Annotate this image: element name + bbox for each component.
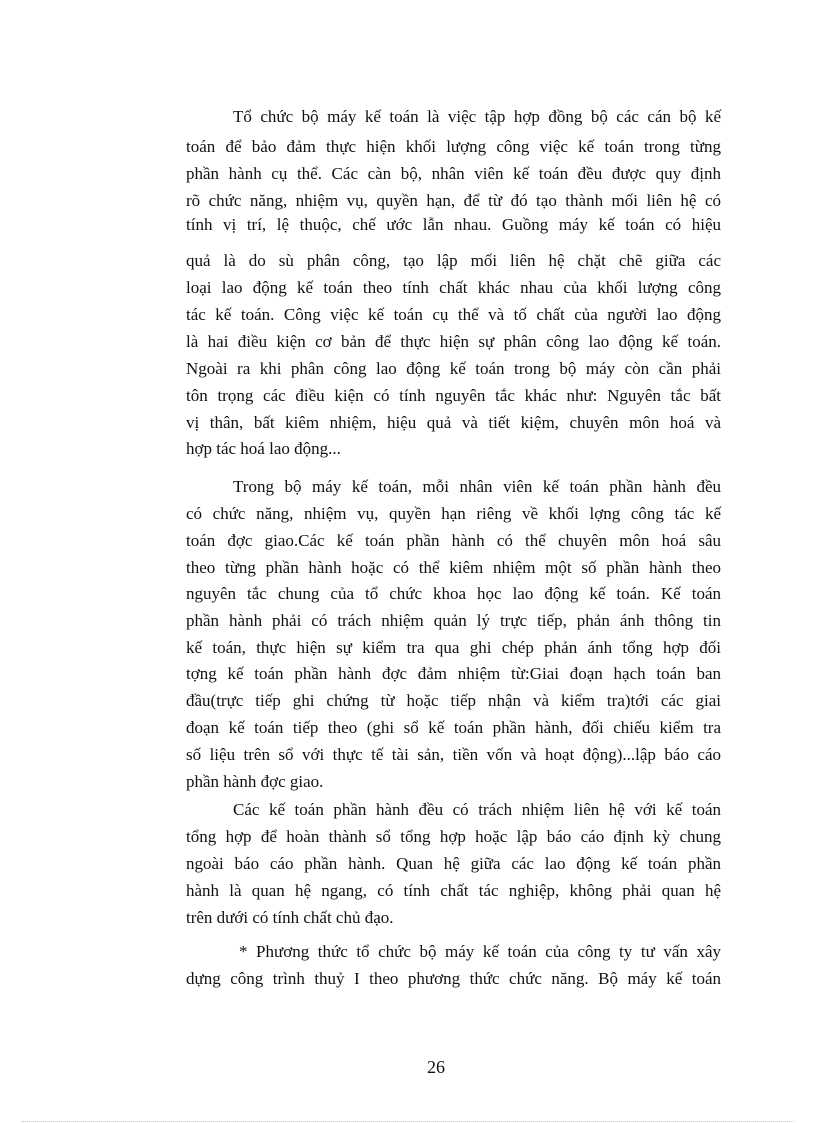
text-line: hành là quan hệ ngang, có tính chất tác nghiệp, không phải quan hệ bbox=[186, 881, 721, 900]
text-line: trên dưới có tính chất chủ đạo. bbox=[186, 908, 394, 927]
text-line: có chức năng, nhiệm vụ, quyền hạn riêng về khối lợng công tác kế bbox=[186, 504, 721, 523]
text-line: Các kế toán phần hành đều có trách nhiệm liên hệ với kế toán bbox=[233, 800, 721, 819]
text-line: tợng kế toán phần hành đợc đảm nhiệm từ:Giai đoạn hạch toán ban bbox=[186, 664, 721, 683]
text-line: tác kế toán. Công việc kế toán cụ thể và tố chất của người lao động bbox=[186, 305, 721, 324]
text-line: theo từng phần hành hoặc có thể kiêm nhiệm một số phần hành theo bbox=[186, 558, 721, 577]
text-line: Ngoài ra khi phân công lao động kế toán trong bộ máy còn cần phải bbox=[186, 359, 721, 378]
text-line: là hai điều kiện cơ bản để thực hiện sự phân công lao động kế toán. bbox=[186, 332, 721, 351]
text-line: quả là do sù phân công, tạo lập mối liên hệ chặt chẽ giữa các bbox=[186, 251, 721, 270]
text-line: vị thân, bất kiêm nhiệm, hiệu quả và tiết kiệm, chuyên môn hoá và bbox=[186, 413, 721, 432]
text-line: đầu(trực tiếp ghi chứng từ hoặc tiếp nhận và kiểm tra)tới các giai bbox=[186, 691, 721, 710]
text-line: hợp tác hoá lao động... bbox=[186, 439, 341, 458]
text-line: phần hành đợc giao. bbox=[186, 772, 324, 791]
text-line: phần hành phải có trách nhiệm quản lý trực tiếp, phản ánh thông tin bbox=[186, 611, 721, 630]
text-line: nguyên tắc chung của tổ chức khoa học lao động kế toán. Kế toán bbox=[186, 584, 721, 603]
text-line: phần hành cụ thể. Các càn bộ, nhân viên kế toán đều được quy định bbox=[186, 164, 721, 183]
text-line: kế toán, thực hiện sự kiểm tra qua ghi chép phản ánh tổng hợp đối bbox=[186, 638, 721, 657]
text-line: rõ chức năng, nhiệm vụ, quyền hạn, để từ đó tạo thành mối liên hệ có bbox=[186, 191, 721, 210]
text-line: toán để bảo đảm thực hiện khối lượng công việc kế toán trong từng bbox=[186, 137, 721, 156]
page-break-divider bbox=[22, 1121, 794, 1122]
text-line: Tổ chức bộ máy kế toán là việc tập hợp đồng bộ các cán bộ kế bbox=[233, 107, 721, 126]
text-line: đoạn kế toán tiếp theo (ghi sổ kế toán phần hành, đối chiếu kiểm tra bbox=[186, 718, 721, 737]
text-line: Trong bộ máy kế toán, mỗi nhân viên kế toán phần hành đều bbox=[233, 477, 721, 496]
text-line: số liệu trên sổ với thực tế tài sản, tiền vốn và hoạt động)...lập báo cáo bbox=[186, 745, 721, 764]
text-line: tôn trọng các điều kiện có tính nguyên tắc khác như: Nguyên tắc bất bbox=[186, 386, 721, 405]
text-line: tính vị trí, lệ thuộc, chế ước lẫn nhau. Guồng máy kế toán có hiệu bbox=[186, 215, 721, 234]
text-line: * Phương thức tổ chức bộ máy kế toán của công ty tư vấn xây bbox=[239, 942, 721, 961]
text-line: tổng hợp để hoàn thành sổ tổng hợp hoặc lập báo cáo định kỳ chung bbox=[186, 827, 721, 846]
text-line: loại lao động kế toán theo tính chất khác nhau của khối lượng công bbox=[186, 278, 721, 297]
text-line: dựng công trình thuỷ I theo phương thức chức năng. Bộ máy kế toán bbox=[186, 969, 721, 988]
text-line: ngoài báo cáo phần hành. Quan hệ giữa các lao động kế toán phần bbox=[186, 854, 721, 873]
text-line: toán đợc giao.Các kế toán phần hành có thể chuyên môn hoá sâu bbox=[186, 531, 721, 550]
page-number: 26 bbox=[427, 1057, 445, 1077]
